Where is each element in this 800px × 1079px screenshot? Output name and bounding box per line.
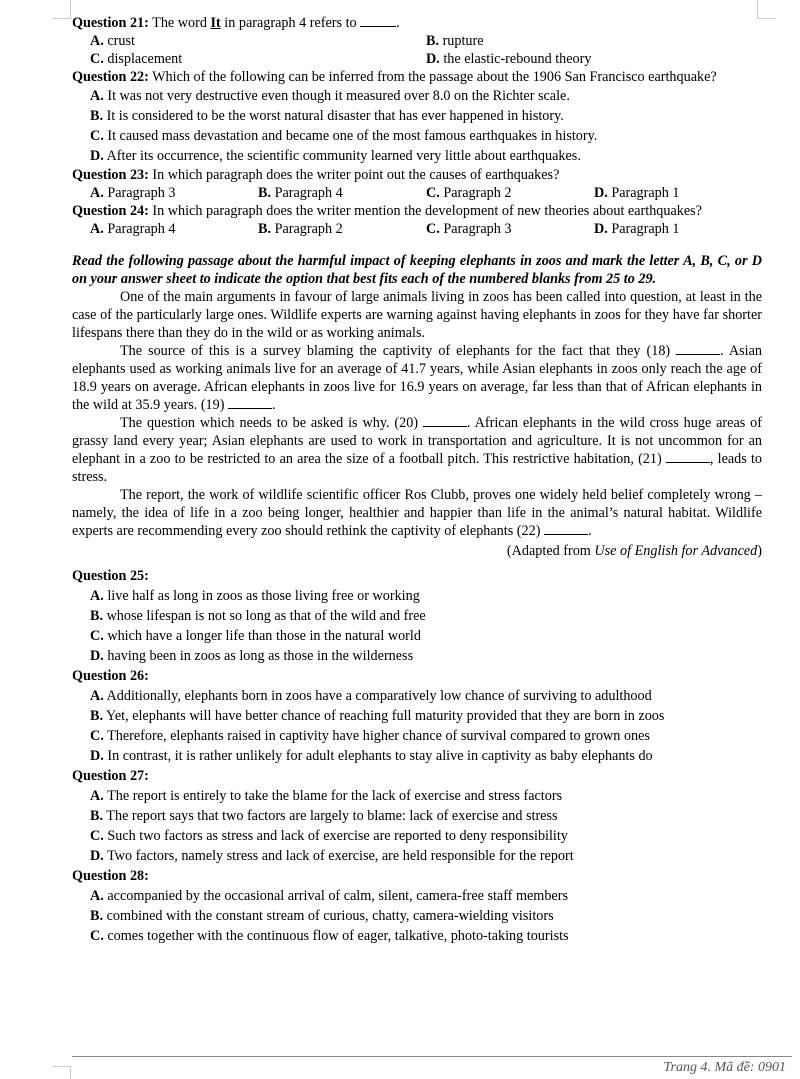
option-a: A. Additionally, elephants born in zoos have a comparatively low chance of surviving to adulthood	[90, 688, 652, 704]
option-a: A. Paragraph 3	[90, 185, 176, 201]
option-c: C. which have a longer life than those in the natural world	[90, 628, 421, 644]
option-b: B. Paragraph 2	[258, 221, 343, 237]
option-c: C. Paragraph 3	[426, 221, 512, 237]
question-21: Question 21: The word It in paragraph 4 refers to .	[72, 15, 400, 31]
answer-blank	[544, 522, 588, 535]
option-b: B. combined with the constant stream of curious, chatty, camera-wielding visitors	[90, 908, 554, 924]
question-23: Question 23: In which paragraph does the writer point out the causes of earthquakes?	[72, 167, 560, 183]
option-d: D. Two factors, namely stress and lack of exercise, are held responsible for the report	[90, 848, 574, 864]
question-label: Question 23:	[72, 167, 149, 183]
option-c: C. Therefore, elephants raised in captivity have higher chance of survival compared to grown ones	[90, 728, 650, 744]
option-c: C. displacement	[90, 51, 183, 67]
question-label: Question 21:	[72, 15, 149, 31]
crop-mark-bottom-left	[52, 1066, 71, 1079]
option-c: C. Paragraph 2	[426, 185, 512, 201]
option-a: A. accompanied by the occasional arrival of calm, silent, camera-free staff members	[90, 888, 568, 904]
option-d: D. Paragraph 1	[594, 221, 680, 237]
answer-blank	[676, 342, 720, 355]
options-row	[72, 220, 762, 238]
answer-blank	[423, 414, 467, 427]
question-27-label: Question 27:	[72, 768, 149, 784]
option-b: B. The report says that two factors are largely to blame: lack of exercise and stress	[90, 808, 558, 824]
option-c: C. It caused mass devastation and became one of the most famous earthquakes in history.	[90, 128, 598, 144]
options-row	[72, 184, 762, 202]
exam-page	[72, 14, 762, 946]
option-a: A. The report is entirely to take the blame for the lack of exercise and stress factors	[90, 788, 563, 804]
option-b: B. rupture	[426, 33, 484, 49]
question-label: Question 24:	[72, 203, 149, 219]
question-label: Question 22:	[72, 69, 149, 85]
options-row	[72, 50, 762, 68]
option-d: D. In contrast, it is rather unlikely for adult elephants to stay alive in captivity as baby elephants do	[90, 748, 653, 764]
option-c: C. comes together with the continuous flow of eager, talkative, photo-taking tourists	[90, 928, 569, 944]
passage-paragraph-2: The source of this is a survey blaming the captivity of elephants for the fact that they (18) . Asian elephants used as working animals live for an average of 41.7 years, while Asian elephants in zoos only reach the age of 18.9 years on average. African elephants in zoos live for 16.9 years on average, far less than that of African elephants in the wild at 35.9 years. (19) .	[72, 343, 762, 413]
option-b: B. It is considered to be the worst natural disaster that has ever happened in history.	[90, 108, 564, 124]
option-a: A. crust	[90, 33, 135, 49]
footer-divider	[72, 1056, 792, 1057]
question-26-label: Question 26:	[72, 668, 149, 684]
answer-blank	[666, 450, 710, 463]
option-d: D. having been in zoos as long as those in the wilderness	[90, 648, 414, 664]
option-b: B. whose lifespan is not so long as that of the wild and free	[90, 608, 426, 624]
passage-paragraph-4: The report, the work of wildlife scientific officer Ros Clubb, proves one widely held belief completely wrong – namely, the idea of life in a zoo being longer, healthier and happier than life in the animal’s natural habitat. Wildlife experts are recommending every zoo should rethink the captivity of elephants (22) .	[72, 487, 762, 539]
option-a: A. Paragraph 4	[90, 221, 176, 237]
passage-paragraph-1: One of the main arguments in favour of large animals living in zoos has been called into question, at least in the case of the particularly large ones. Wildlife experts are warning against having elephants in zoos for they have far shorter lifespans there than they do in the wild or as working animals.	[72, 289, 762, 341]
question-25-label: Question 25:	[72, 568, 149, 584]
option-d: D. After its occurrence, the scientific community learned very little about earthquakes.	[90, 148, 581, 164]
answer-blank	[360, 14, 396, 27]
option-b: B. Paragraph 4	[258, 185, 343, 201]
option-a: A. It was not very destructive even though it measured over 8.0 on the Richter scale.	[90, 88, 570, 104]
passage-source: (Adapted from Use of English for Advanced)	[506, 543, 762, 559]
question-28-label: Question 28:	[72, 868, 149, 884]
option-c: C. Such two factors as stress and lack of exercise are reported to deny responsibility	[90, 828, 568, 844]
option-a: A. live half as long in zoos as those living free or working	[90, 588, 420, 604]
answer-blank	[228, 396, 272, 409]
option-d: D. the elastic-rebound theory	[426, 51, 592, 67]
source-title: Use of English for Advanced	[594, 543, 758, 559]
section-instruction: Read the following passage about the harmful impact of keeping elephants in zoos and mark the letter A, B, C, or D on your answer sheet to indicate the option that best fits each of the numbered blanks from 25 to 29.	[72, 253, 762, 287]
options-row	[72, 32, 762, 50]
crop-mark-top-left	[52, 0, 71, 19]
passage-paragraph-3: The question which needs to be asked is why. (20) . African elephants in the wild cross huge areas of grassy land every year; Asian elephants are used to work in transportation and agriculture. It is not uncommon for an elephant in a zoo to be restricted to an area the size of a football pitch. This restrictive habitation, (21) , leads to stress.	[72, 415, 763, 485]
underlined-word: It	[210, 15, 221, 31]
question-24: Question 24: In which paragraph does the writer mention the development of new theories about earthquakes?	[72, 203, 702, 219]
page-footer: Trang 4. Mã đề: 0901	[663, 1060, 786, 1075]
question-22: Question 22: Which of the following can be inferred from the passage about the 1906 San Francisco earthquake?	[72, 69, 717, 85]
option-b: B. Yet, elephants will have better chance of reaching full maturity provided that they are born in zoos	[90, 708, 665, 724]
option-d: D. Paragraph 1	[594, 185, 680, 201]
